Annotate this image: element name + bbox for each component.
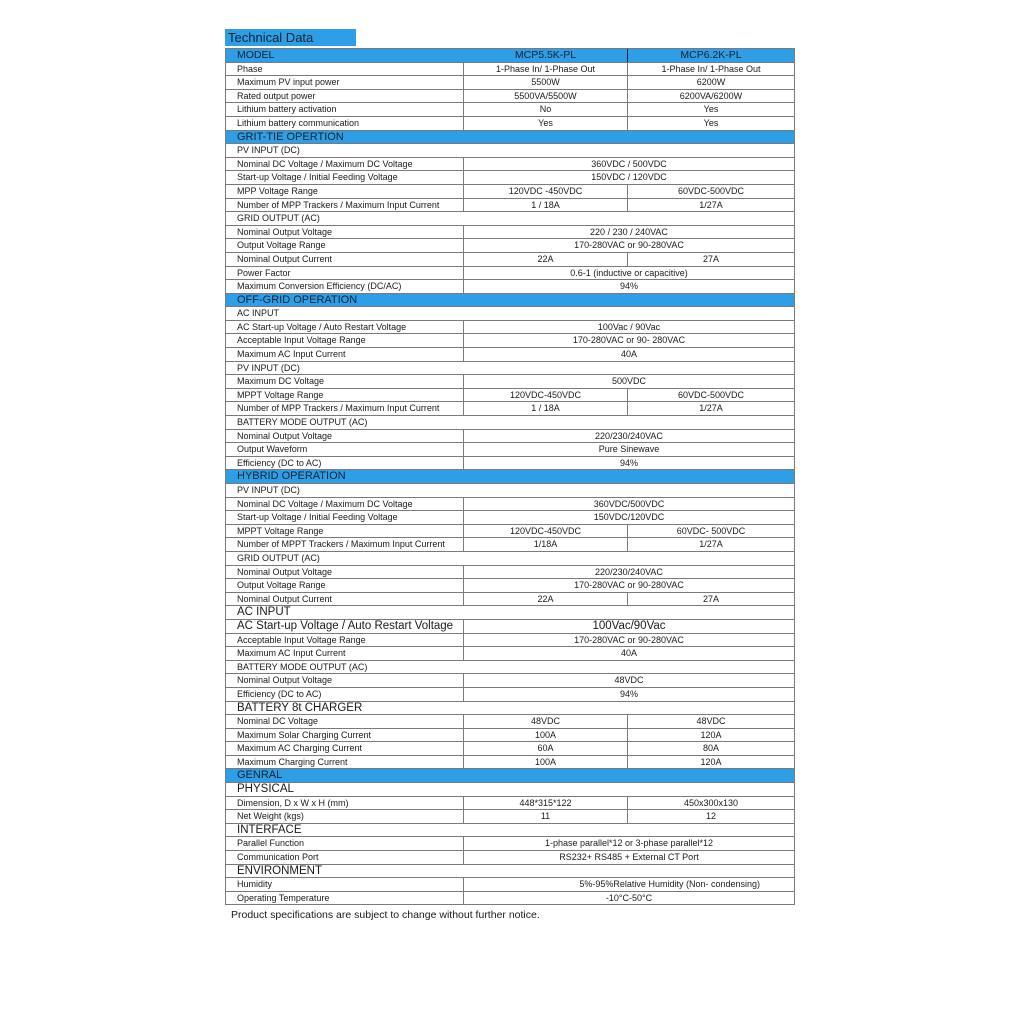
spec-value: 360VDC/500VDC [593, 498, 665, 509]
subsection-row [225, 661, 795, 675]
section-title: GENRAL [237, 769, 283, 782]
spec-label: Efficiency (DC to AC) [226, 688, 464, 701]
spec-value-model-b: 1-Phase In/ 1-Phase Out [661, 63, 761, 74]
spec-row [225, 892, 795, 906]
model-header-row [225, 49, 795, 63]
spec-value-model-b: 60VDC-500VDC [677, 185, 745, 196]
subsection-row [225, 865, 795, 879]
spec-value-model-b: 27A [702, 593, 719, 604]
spec-value-model-b: Yes [703, 104, 719, 115]
spec-value: 500VDC [611, 376, 647, 387]
spec-row [225, 579, 795, 593]
spec-label: Nominal Output Current [226, 593, 464, 606]
spec-row [225, 375, 795, 389]
spec-value-model-a: 448*315*122 [464, 797, 628, 810]
spec-row [225, 117, 795, 131]
spec-row [225, 810, 795, 824]
subsection-row [225, 824, 795, 838]
spec-label: Nominal Output Current [226, 253, 464, 266]
spec-value-model-a: 120VDC -450VDC [464, 185, 628, 198]
section-band [225, 769, 795, 783]
spec-row [225, 267, 795, 281]
spec-label: Nominal DC Voltage / Maximum DC Voltage [226, 158, 464, 171]
spec-row [225, 538, 795, 552]
spec-row [225, 199, 795, 213]
spec-value-model-a: 60A [464, 742, 628, 755]
spec-value-model-b: 60VDC-500VDC [677, 389, 745, 400]
subsection-row [225, 484, 795, 498]
spec-row [225, 239, 795, 253]
spec-label: Maximum PV input power [226, 76, 464, 89]
spec-row [225, 851, 795, 865]
model-column-header: MODEL [237, 49, 275, 61]
section-band [225, 470, 795, 484]
spec-row [225, 525, 795, 539]
spec-row [225, 103, 795, 117]
spec-value-model-b: 27A [702, 253, 719, 264]
spec-label: MPP Voltage Range [226, 185, 464, 198]
spec-label: Dimension, D x W x H (mm) [226, 797, 464, 810]
spec-value-model-a: 11 [464, 810, 628, 823]
spec-value: 150VDC / 120VDC [591, 172, 667, 183]
spec-row [225, 90, 795, 104]
spec-label: Humidity [226, 878, 464, 891]
spec-value-model-a: 120VDC-450VDC [464, 525, 628, 538]
section-title: HYBRID OPERATION [237, 470, 346, 483]
spec-label: Nominal Output Voltage [226, 226, 464, 239]
spec-value-model-b: 450x300x130 [683, 797, 739, 808]
spec-row [225, 171, 795, 185]
spec-label: Parallel Function [226, 837, 464, 850]
spec-value-model-a: 120VDC-450VDC [464, 389, 628, 402]
spec-value: 100Vac/90Vac [592, 619, 666, 632]
spec-value-model-a: 48VDC [464, 715, 628, 728]
section-title: OFF-GRID OPERATION [237, 293, 358, 306]
spec-label: Power Factor [226, 267, 464, 280]
spec-value-model-b: 48VDC [696, 716, 726, 727]
spec-value: 94% [619, 281, 638, 292]
spec-row [225, 566, 795, 580]
spec-row [225, 674, 795, 688]
subsection-row [225, 307, 795, 321]
spec-label: Lithium battery activation [226, 103, 464, 116]
spec-value: 170-280VAC or 90- 280VAC [572, 335, 686, 346]
spec-label: Maximum Conversion Efficiency (DC/AC) [226, 280, 464, 293]
subsection-title: BATTERY MODE OUTPUT (AC) [237, 417, 368, 428]
spec-label: Maximum AC Input Current [226, 348, 464, 361]
spec-label: Communication Port [226, 851, 464, 864]
spec-row [225, 402, 795, 416]
spec-value-model-a: Yes [464, 117, 628, 130]
spec-label: Maximum AC Charging Current [226, 742, 464, 755]
spec-row [225, 63, 795, 77]
spec-row [225, 321, 795, 335]
spec-value-model-a: No [464, 103, 628, 116]
spec-value: 48VDC [614, 675, 644, 686]
spec-row [225, 878, 795, 892]
spec-label: Maximum Solar Charging Current [226, 729, 464, 742]
spec-value-model-a: 5500W [464, 76, 628, 89]
spec-label: Output Voltage Range [226, 579, 464, 592]
spec-value: 170-280VAC or 90-280VAC [574, 580, 684, 591]
subsection-row [225, 552, 795, 566]
spec-value-model-b: 1/27A [699, 403, 723, 414]
spec-value: Pure Sinewave [598, 444, 660, 455]
model-b-column-header: MCP6.2K-PL [680, 49, 742, 61]
spec-label: Maximum Charging Current [226, 756, 464, 769]
spec-value: 1-phase parallel*12 or 3-phase parallel*12 [544, 838, 714, 849]
spec-label: Start-up Voltage / Initial Feeding Voltage [226, 171, 464, 184]
spec-value: 40A [620, 349, 637, 360]
spec-label: Number of MPPT Trackers / Maximum Input Current [226, 538, 464, 551]
spec-row [225, 729, 795, 743]
spec-value-model-a: 1 / 18A [464, 402, 628, 415]
spec-label: Lithium battery communication [226, 117, 464, 130]
spec-label: Maximum DC Voltage [226, 375, 464, 388]
spec-value-model-b: 120A [700, 729, 722, 740]
spec-value-model-a: 100A [464, 756, 628, 769]
spec-row [225, 443, 795, 457]
spec-value-model-b: 6200W [696, 77, 726, 88]
spec-value: 170-280VAC or 90-280VAC [574, 634, 684, 645]
spec-value-model-a: 1/18A [464, 538, 628, 551]
spec-row [225, 688, 795, 702]
spec-value-model-b: 12 [705, 811, 716, 822]
spec-row [225, 430, 795, 444]
subsection-row [225, 702, 795, 716]
subsection-row [225, 606, 795, 620]
spec-row [225, 226, 795, 240]
spec-value-model-b: Yes [703, 117, 719, 128]
spec-label: MPPT Voltage Range [226, 525, 464, 538]
spec-value-model-b: 1/27A [699, 539, 723, 550]
spec-value-model-a: 1-Phase In/ 1-Phase Out [464, 63, 628, 76]
spec-value: 220 / 230 / 240VAC [590, 226, 668, 237]
spec-value-model-a: 1 / 18A [464, 199, 628, 212]
subsection-title: AC INPUT [237, 308, 280, 319]
technical-data-sheet [225, 29, 795, 921]
spec-label: Acceptable Input Voltage Range [226, 334, 464, 347]
spec-label: Rated output power [226, 90, 464, 103]
spec-label: Nominal DC Voltage / Maximum DC Voltage [226, 498, 464, 511]
spec-label: MPPT Voltage Range [226, 389, 464, 402]
spec-row [225, 185, 795, 199]
spec-label: Number of MPP Trackers / Maximum Input Current [226, 402, 464, 415]
spec-value-model-a: 22A [464, 253, 628, 266]
spec-value: 40A [620, 648, 637, 659]
spec-value: 5%-95%Relative Humidity (Non- condensing) [579, 879, 760, 890]
spec-row [225, 389, 795, 403]
subsection-row [225, 783, 795, 797]
spec-row [225, 593, 795, 607]
spec-value: 220/230/240VAC [595, 566, 663, 577]
spec-label: Nominal DC Voltage [226, 715, 464, 728]
spec-label: AC Start-up Voltage / Auto Restart Voltage [226, 321, 464, 334]
spec-row [225, 715, 795, 729]
spec-value: 170-280VAC or 90-280VAC [574, 240, 684, 251]
subsection-title: GRID OUTPUT (AC) [237, 213, 320, 224]
spec-label: Nominal Output Voltage [226, 430, 464, 443]
spec-value-model-a: 100A [464, 729, 628, 742]
spec-value-model-b: 60VDC- 500VDC [676, 525, 746, 536]
subsection-title: PV INPUT (DC) [237, 485, 300, 495]
spec-value-model-a: 5500VA/5500W [464, 90, 628, 103]
spec-row [225, 837, 795, 851]
spec-label: Net Weight (kgs) [226, 810, 464, 823]
spec-row [225, 756, 795, 770]
spec-label: Acceptable Input Voltage Range [226, 634, 464, 647]
spec-row [225, 742, 795, 756]
spec-value-model-b: 1/27A [699, 199, 723, 210]
spec-value: 360VDC / 500VDC [591, 158, 667, 169]
subsection-title: PHYSICAL [237, 783, 294, 796]
spec-value: 94% [619, 688, 638, 699]
subsection-row [225, 416, 795, 430]
spec-row [225, 348, 795, 362]
section-band [225, 131, 795, 145]
spec-label: Nominal Output Voltage [226, 566, 464, 579]
spec-value-model-a: 22A [464, 593, 628, 606]
spec-row [225, 457, 795, 471]
spec-row [225, 334, 795, 348]
sheet-title: Technical Data [225, 29, 356, 46]
spec-value: 94% [619, 457, 638, 468]
spec-label: Maximum AC Input Current [226, 647, 464, 660]
spec-label: Start-up Voltage / Initial Feeding Voltage [226, 511, 464, 524]
section-band [225, 294, 795, 308]
spec-row [225, 280, 795, 294]
spec-label: AC Start-up Voltage / Auto Restart Voltage [226, 620, 464, 633]
spec-value: 100Vac / 90Vac [597, 321, 661, 332]
subsection-title: ENVIRONMENT [237, 864, 322, 877]
spec-label: Phase [226, 63, 464, 76]
subsection-title: BATTERY MODE OUTPUT (AC) [237, 661, 368, 672]
subsection-row [225, 212, 795, 226]
spec-row [225, 647, 795, 661]
spec-value: 220/230/240VAC [595, 430, 663, 441]
disclaimer-note: Product specifications are subject to change without further notice. [231, 909, 540, 922]
spec-row [225, 253, 795, 267]
spec-row [225, 634, 795, 648]
spec-value: 0.6-1 (inductive or capacitive) [570, 267, 688, 278]
spec-row [225, 797, 795, 811]
spec-label: Number of MPP Trackers / Maximum Input Current [226, 199, 464, 212]
model-a-column-header: MCP5.5K-PL [464, 49, 628, 62]
subsection-title: PV INPUT (DC) [237, 362, 300, 373]
subsection-title: BATTERY 8t CHARGER [237, 701, 363, 714]
subsection-title: INTERFACE [237, 823, 302, 836]
spec-label: Nominal Output Voltage [226, 674, 464, 687]
subsection-title: GRID OUTPUT (AC) [237, 552, 320, 563]
section-title: GRIT-TIE OPERTION [237, 130, 344, 143]
spec-value: RS232+ RS485 + External CT Port [559, 852, 699, 863]
spec-value: 150VDC/120VDC [593, 512, 665, 523]
spec-label: Operating Temperature [226, 892, 464, 905]
spec-value-model-b: 80A [702, 743, 719, 754]
subsection-title: AC INPUT [237, 606, 291, 619]
spec-label: Output Waveform [226, 443, 464, 456]
subsection-title: PV INPUT (DC) [237, 145, 300, 156]
spec-table [225, 48, 795, 905]
spec-value-model-b: 120A [700, 756, 722, 767]
subsection-row [225, 362, 795, 376]
spec-row [225, 76, 795, 90]
spec-row [225, 498, 795, 512]
spec-label: Output Voltage Range [226, 239, 464, 252]
spec-row [225, 620, 795, 634]
spec-value-model-b: 6200VA/6200W [679, 90, 743, 101]
spec-value: -10°C-50°C [605, 892, 653, 903]
spec-row [225, 158, 795, 172]
spec-row [225, 511, 795, 525]
spec-label: Efficiency (DC to AC) [226, 457, 464, 470]
subsection-row [225, 144, 795, 158]
